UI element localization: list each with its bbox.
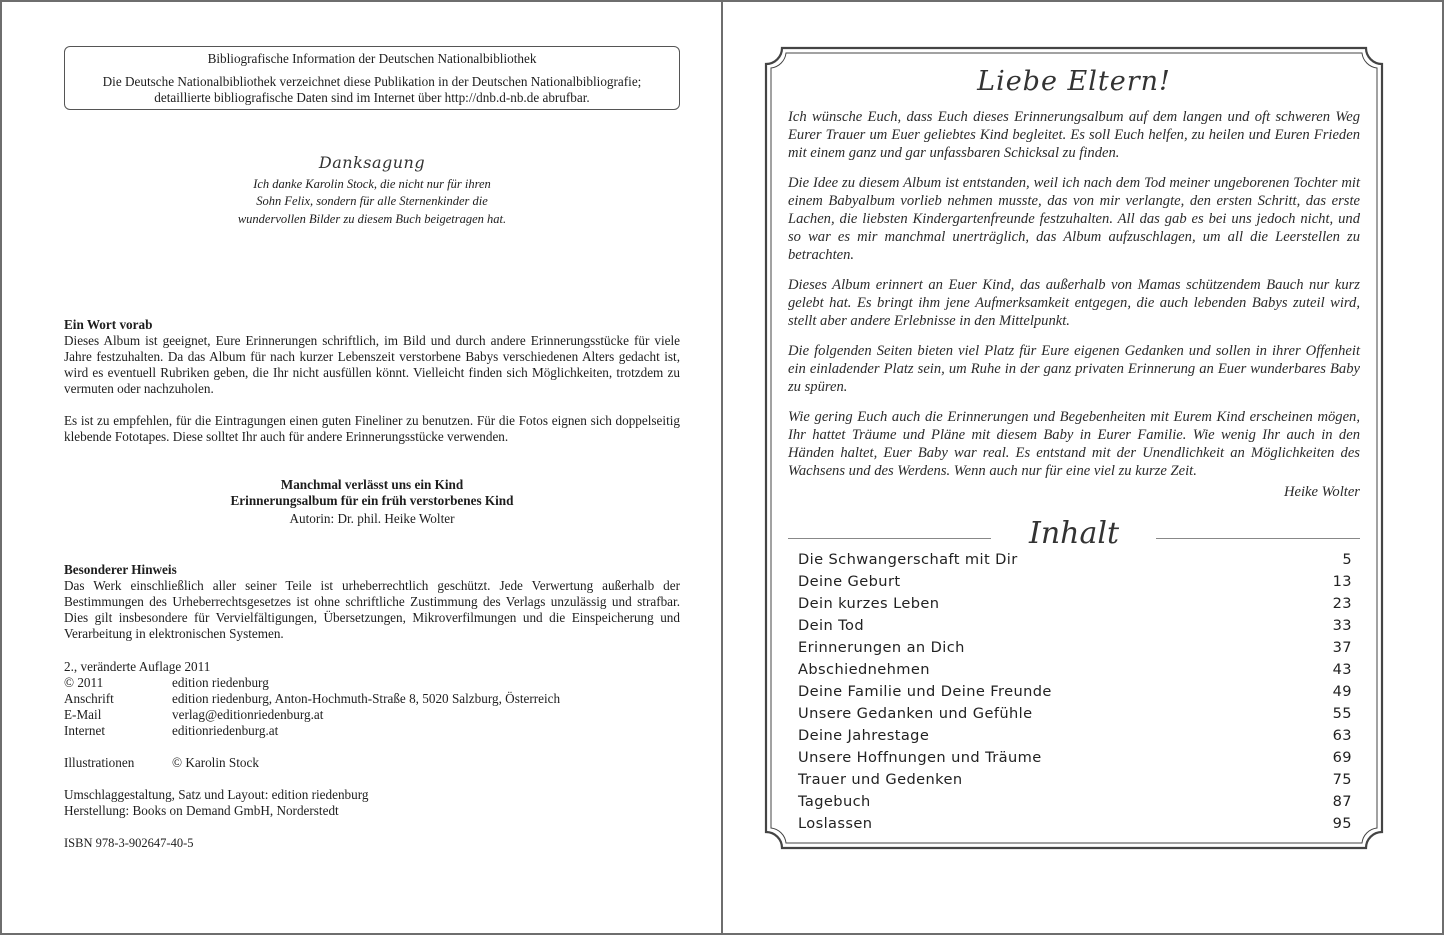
toc-entry[interactable]: Dein Tod 33 (798, 617, 1352, 634)
toc-entry[interactable]: Unsere Hoffnungen und Träume 69 (798, 749, 1352, 766)
greeting-title: Liebe Eltern! (977, 66, 1171, 97)
toc-entry[interactable]: Abschiednehmen 43 (798, 661, 1352, 678)
letter-paragraph: Die folgenden Seiten bieten viel Platz für Eure eigenen Gedanken und sollen in ihrer Offenheit ein einladender Platz sein, um Ruhe in der ganz privaten Erinnerung an Euer wunderbares Baby zu spüren. (788, 343, 1360, 395)
acknowledgement-title: Danksagung (318, 153, 426, 172)
acknowledgement-line: Sohn Felix, sondern für alle Sternenkinder die (256, 194, 488, 208)
isbn: ISBN 978-3-902647-40-5 (64, 836, 194, 850)
toc-entry[interactable]: Trauer und Gedenken 75 (798, 771, 1352, 788)
toc-entry[interactable]: Tagebuch 87 (798, 793, 1352, 810)
special-notice-heading: Besonderer Hinweis (64, 562, 177, 577)
toc-entry[interactable]: Deine Jahrestage 63 (798, 727, 1352, 744)
book-title-block (64, 477, 680, 527)
bibliographic-info-box (64, 46, 680, 110)
toc-entry[interactable]: Unsere Gedanken und Gefühle 55 (798, 705, 1352, 722)
imprint-row: Anschrift edition riedenburg, Anton-Hochmuth-Straße 8, 5020 Salzburg, Österreich (64, 691, 561, 706)
toc-entry[interactable]: Dein kurzes Leben 23 (798, 595, 1352, 612)
edition-line: 2., veränderte Auflage 2011 (64, 659, 211, 674)
toc-entry[interactable]: Deine Geburt 13 (798, 573, 1352, 590)
toc-entry[interactable]: Loslassen 95 (798, 815, 1352, 832)
book-author: Autorin: Dr. phil. Heike Wolter (289, 511, 455, 526)
book-subtitle: Erinnerungsalbum für ein früh verstorbenes Kind (230, 493, 514, 508)
toc-entry[interactable]: Erinnerungen an Dich 37 (798, 639, 1352, 656)
letter-paragraph: Die Idee zu diesem Album ist entstanden, weil ich nach dem Tod meiner ungeborenen Tochter mit einem Babyalbum vorlieb nehmen musste, das von mir verlangte, den ersten Schritt, das erste Lachen, die liebsten Kindergartenfreunde festzuhalten. All das gab es bei uns jedoch nicht, und so war es mir manchmal unerträglich, das Album aufzuschlagen, um all die Leerstellen zu betrachten. (788, 175, 1360, 263)
letter-frame (764, 46, 1384, 850)
toc-title: Inhalt (1028, 516, 1120, 551)
acknowledgement-line: Ich danke Karolin Stock, die nicht nur für ihren (253, 176, 491, 191)
imprint-row: © 2011 edition riedenburg (64, 675, 269, 690)
production-credit: Herstellung: Books on Demand GmbH, Norderstedt (64, 803, 339, 818)
book-title: Manchmal verlässt uns ein Kind (280, 477, 464, 492)
foreword-section (64, 317, 680, 445)
special-notice-section (64, 562, 680, 642)
toc-entry[interactable]: Deine Familie und Deine Freunde 49 (798, 683, 1352, 700)
acknowledgement (64, 154, 680, 228)
foreword-paragraph-2: Es ist zu empfehlen, für die Eintragungen einen guten Fineliner zu benutzen. Für die Fotos eignen sich doppelseitig klebende Fototapes. Diese solltet Ihr auch für andere Erinnerungsstücke verwenden. (64, 413, 680, 444)
imprint-row: Internet editionriedenburg.at (64, 723, 279, 738)
imprint (64, 659, 680, 851)
toc-entry[interactable]: Die Schwangerschaft mit Dir 5 (798, 551, 1352, 568)
foreword-heading: Ein Wort vorab (64, 317, 153, 332)
acknowledgement-line: wundervollen Bilder zu diesem Buch beigetragen hat. (237, 211, 507, 226)
biblio-line-2: detaillierte bibliografische Daten sind im Internet über http://dnb.d-nb.de abrufbar. (154, 90, 590, 105)
layout-credit: Umschlaggestaltung, Satz und Layout: edition riedenburg (64, 787, 369, 802)
letter-paragraph: Dieses Album erinnert an Euer Kind, das außerhalb von Mamas schützendem Bauch nur kurz gelebt hat. Es bringt ihm jene Aufmerksamkeit entgegen, die auch lebenden Babys zuteil wird, stellt aber andere Erlebnisse in den Mittelpunkt. (788, 277, 1360, 329)
biblio-line-1: Die Deutsche Nationalbibliothek verzeichnet diese Publikation in der Deutschen Nationalbibliografie; (102, 74, 642, 89)
illustrations-row: Illustrationen © Karolin Stock (64, 755, 259, 770)
special-notice-text: Das Werk einschließlich aller seiner Teile ist urheberrechtlich geschützt. Jede Verwertung außerhalb der Bestimmungen des Urheberrechtsgesetzes ist ohne schriftliche Zustimmung des Verlags unzulässig und strafbar. Dies gilt insbesondere für Vervielfältigungen, Übersetzungen, Mikroverfilmungen und die Einspeicherung und Verarbeitung in elektronischen Systemen. (64, 578, 680, 641)
letter-body (788, 108, 1360, 492)
letter-paragraph: Wie gering Euch auch die Erinnerungen und Begebenheiten mit Eurem Kind erscheinen mögen, Ihr hattet Träume und Pläne mit diesem Baby in Eurer Familie. Wie wenig Ihr auch in den Händen haltet, Euer Baby war real. Es entstand mit der Unendlichkeit an Möglichkeiten des Wachsens und des Werdens. Wenn auch nur für eine viel zu kurze Zeit. (788, 409, 1360, 479)
foreword-paragraph-1: Dieses Album ist geeignet, Eure Erinnerungen schriftlich, im Bild und durch andere Erinnerungsstücke für viele Jahre festzuhalten. Da das Album für nach kurzer Lebenszeit verstorbene Babys verschiedenen Alters gedacht ist, wird es eventuell Rubriken geben, die Ihr nicht ausfüllen könnt. Vielleicht finden sich Möglichkeiten, trotzdem zu vermuten oder nachzuholen. (64, 333, 680, 396)
imprint-row: E-Mail verlag@editionriedenburg.at (64, 707, 324, 722)
table-of-contents (798, 549, 1352, 835)
letter-paragraph: Ich wünsche Euch, dass Euch dieses Erinnerungsalbum auf dem langen und oft schweren Weg Eurer Trauer um Euer geliebtes Kind begleitet. Es soll Euch helfen, zu heilen und Euren Frieden mit einem ganz und gar unfassbaren Schicksal zu finden. (788, 109, 1360, 161)
page-gutter (721, 2, 723, 933)
signature: Heike Wolter (1283, 484, 1360, 500)
biblio-title: Bibliografische Information der Deutschen Nationalbibliothek (207, 51, 537, 66)
